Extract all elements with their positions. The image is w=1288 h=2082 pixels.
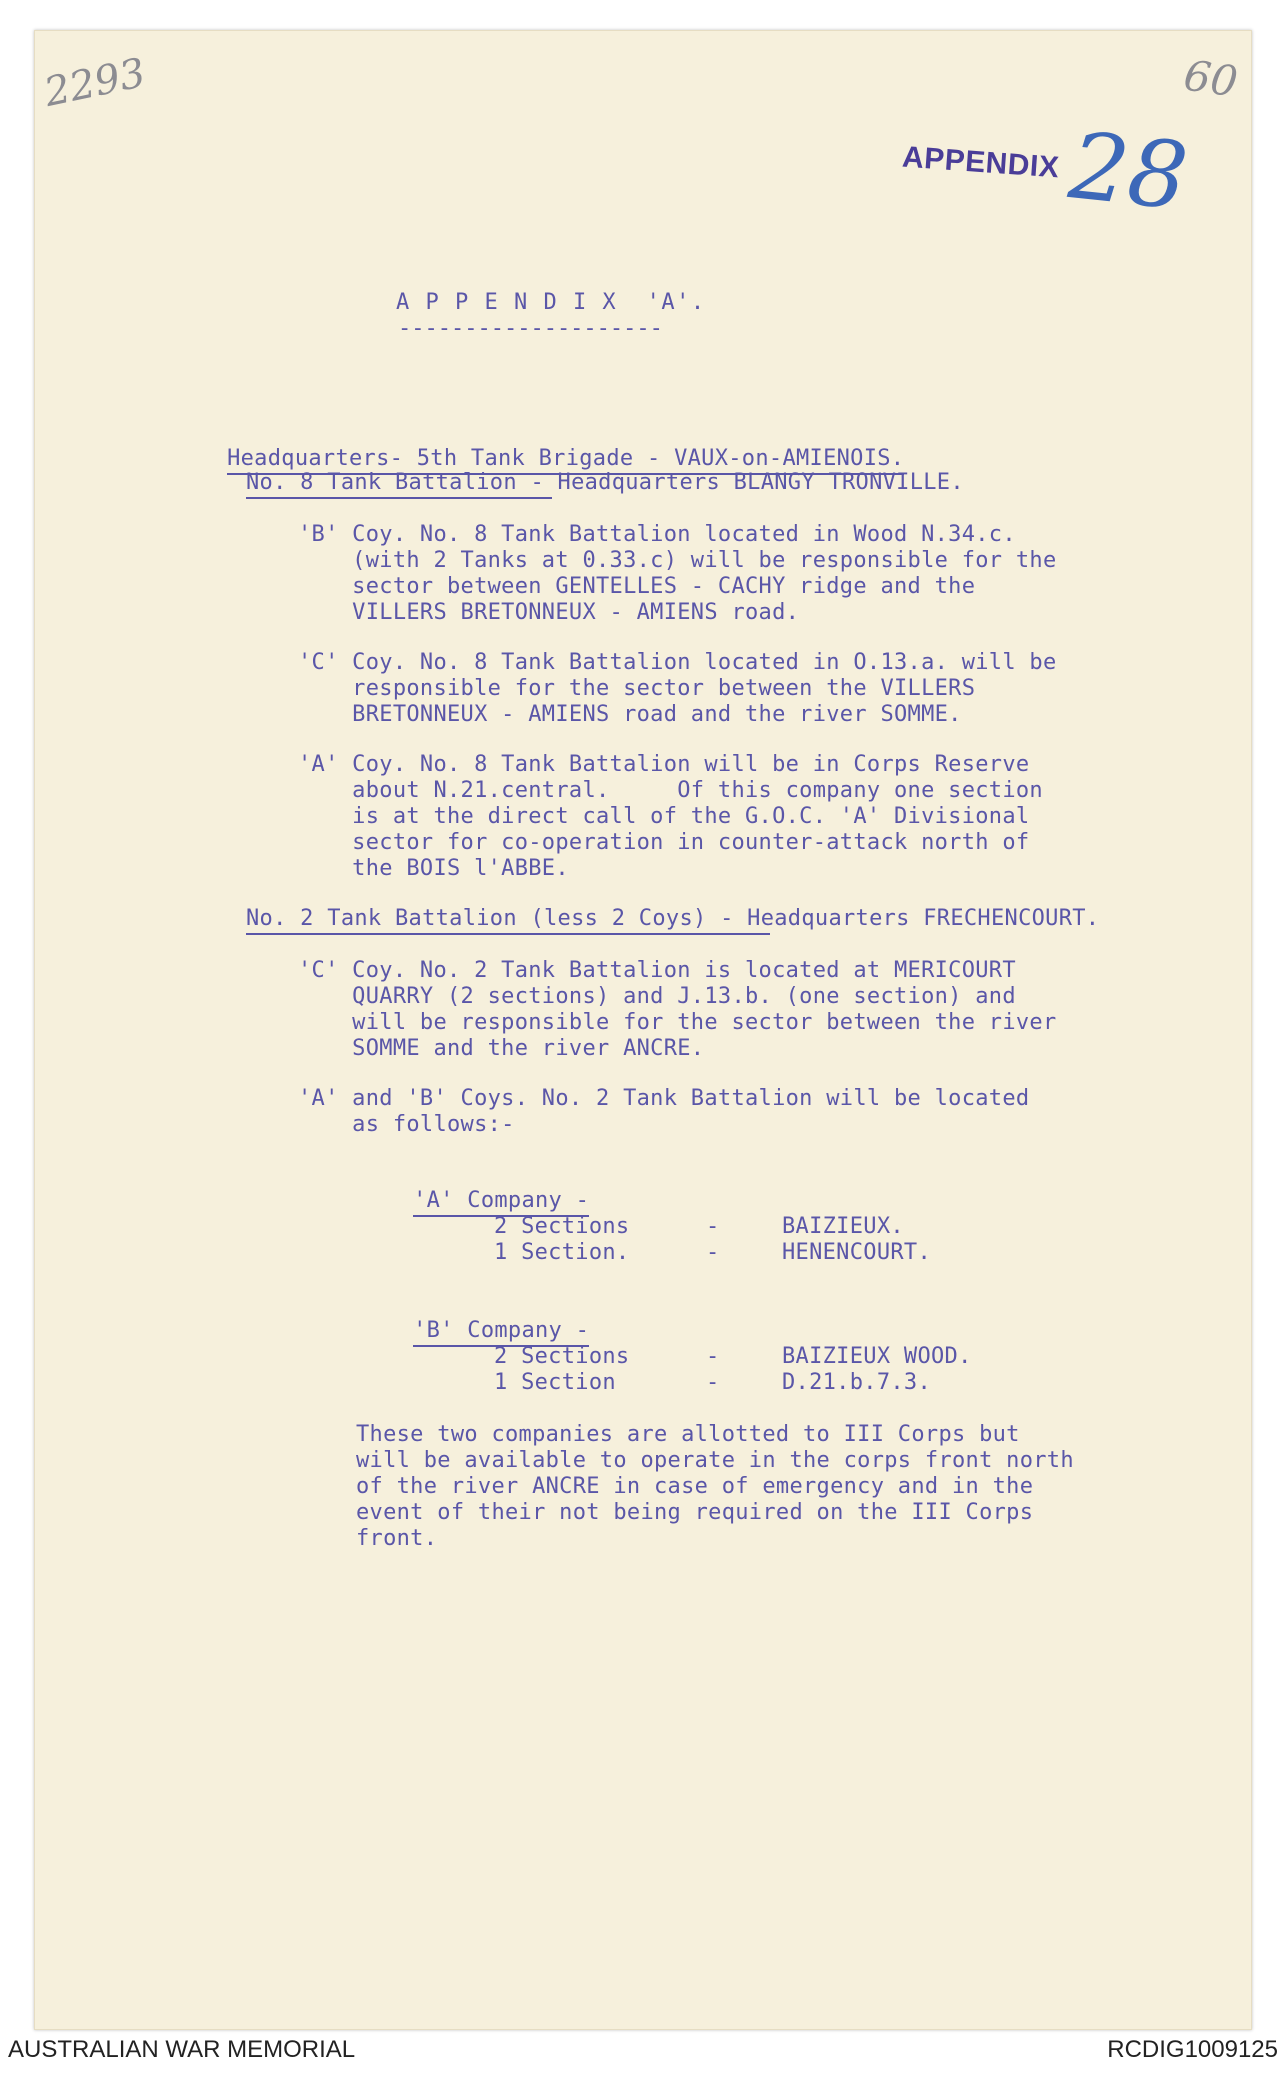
title-rule: -------------------- xyxy=(398,316,663,341)
battalion-8-heading-underline xyxy=(246,497,552,499)
text-line: (with 2 Tanks at 0.33.c) will be responsible for the xyxy=(298,548,1057,573)
battalion-8-b-coy xyxy=(298,522,1057,626)
text-line: QUARRY (2 sections) and J.13.b. (one section) and xyxy=(298,984,1016,1009)
appendix-stamp: APPENDIX xyxy=(901,140,1061,185)
text-line: as follows:- xyxy=(298,1112,515,1137)
text-line: of the river ANCRE in case of emergency and in the xyxy=(356,1474,1034,1499)
text-line: will be available to operate in the corps front north xyxy=(356,1448,1074,1473)
footer-catalogue-id: RCDIG1009125 xyxy=(1107,2036,1278,2063)
closing-paragraph xyxy=(356,1422,1074,1552)
pencil-folio-number: 60 xyxy=(1180,50,1241,107)
a-company-dash-1: - xyxy=(706,1214,720,1239)
a-company-qty-1: 2 Sections xyxy=(494,1214,630,1239)
text-line: 'A' Coy. No. 8 Tank Battalion will be in Corps Reserve xyxy=(298,752,1030,777)
text-line: BRETONNEUX - AMIENS road and the river SOMME. xyxy=(298,702,962,727)
battalion-8-c-coy xyxy=(298,650,1057,728)
battalion-2-ab-coys xyxy=(298,1086,1029,1138)
handwritten-appendix-number: 28 xyxy=(1064,112,1193,231)
text-line: SOMME and the river ANCRE. xyxy=(298,1036,705,1061)
hq-text: Headquarters- 5th Tank Brigade - VAUX-on-AMIENOIS. xyxy=(227,446,904,475)
pencil-archive-number: 2293 xyxy=(40,49,150,117)
b-company-label: 'B' Company - xyxy=(413,1318,589,1347)
text-line: 'A' and 'B' Coys. No. 2 Tank Battalion will be located xyxy=(298,1086,1030,1111)
footer-institution: AUSTRALIAN WAR MEMORIAL xyxy=(8,2036,356,2063)
battalion-2-c-coy xyxy=(298,958,1057,1062)
battalion-8-heading: No. 8 Tank Battalion - Headquarters BLANGY TRONVILLE. xyxy=(246,470,964,495)
b-company-place-2: D.21.b.7.3. xyxy=(782,1370,931,1395)
text-line: VILLERS BRETONNEUX - AMIENS road. xyxy=(298,600,800,625)
text-line: These two companies are allotted to III Corps but xyxy=(356,1422,1020,1447)
text-line: sector between GENTELLES - CACHY ridge and the xyxy=(298,574,976,599)
text-line: the BOIS l'ABBE. xyxy=(298,856,569,881)
battalion-8-a-coy xyxy=(298,752,1043,882)
a-company-label: 'A' Company - xyxy=(413,1188,589,1217)
b-company-heading xyxy=(386,1292,589,1344)
b-company-dash-2: - xyxy=(706,1370,720,1395)
text-line: responsible for the sector between the VILLERS xyxy=(298,676,976,701)
brigade-headquarters xyxy=(200,420,904,472)
b-company-dash-1: - xyxy=(706,1344,720,1369)
a-company-heading xyxy=(386,1162,589,1214)
battalion-2-heading-underline xyxy=(246,933,770,935)
b-company-place-1: BAIZIEUX WOOD. xyxy=(782,1344,972,1369)
battalion-2-heading: No. 2 Tank Battalion (less 2 Coys) - Headquarters FRECHENCOURT. xyxy=(246,906,1100,931)
text-line: event of their not being required on the III Corps xyxy=(356,1500,1034,1525)
text-line: about N.21.central. Of this company one section xyxy=(298,778,1043,803)
b-company-qty-2: 1 Section xyxy=(494,1370,616,1395)
text-line: 'B' Coy. No. 8 Tank Battalion located in Wood N.34.c. xyxy=(298,522,1016,547)
text-line: is at the direct call of the G.O.C. 'A' Divisional xyxy=(298,804,1030,829)
page-title: A P P E N D I X 'A'. xyxy=(396,290,706,315)
a-company-dash-2: - xyxy=(706,1240,720,1265)
text-line: front. xyxy=(356,1526,438,1551)
text-line: sector for co-operation in counter-attack north of xyxy=(298,830,1030,855)
a-company-place-1: BAIZIEUX. xyxy=(782,1214,904,1239)
a-company-qty-2: 1 Section. xyxy=(494,1240,630,1265)
text-line: 'C' Coy. No. 2 Tank Battalion is located at MERICOURT xyxy=(298,958,1016,983)
text-line: 'C' Coy. No. 8 Tank Battalion located in O.13.a. will be xyxy=(298,650,1057,675)
b-company-qty-1: 2 Sections xyxy=(494,1344,630,1369)
a-company-place-2: HENENCOURT. xyxy=(782,1240,931,1265)
text-line: will be responsible for the sector between the river xyxy=(298,1010,1057,1035)
